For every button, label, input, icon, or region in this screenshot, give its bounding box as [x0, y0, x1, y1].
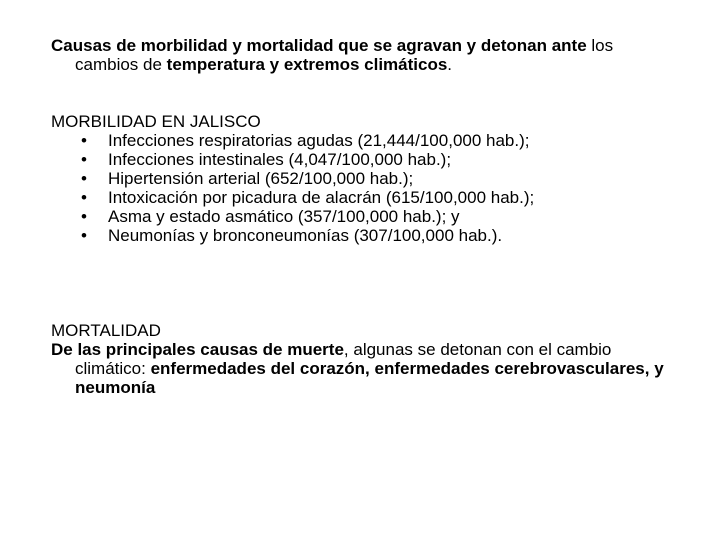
list-item-text: Neumonías y bronconeumonías (307/100,000 hab.). [108, 226, 503, 245]
intro-bold-emphasis: temperatura y extremos climáticos [166, 55, 448, 74]
list-item-text: Intoxicación por picadura de alacrán (615/100,000 hab.); [108, 188, 535, 207]
bullet-icon: • [81, 188, 87, 207]
list-item-text: Infecciones intestinales (4,047/100,000 hab.); [108, 150, 452, 169]
morbilidad-list [51, 131, 671, 245]
list-item-text: Hipertensión arterial (652/100,000 hab.); [108, 169, 414, 188]
list-item-text: Asma y estado asmático (357/100,000 hab.); y [108, 207, 460, 226]
mortalidad-text: , algunas se detonan con el cambio climático: [75, 340, 612, 378]
bullet-icon: • [81, 207, 87, 226]
list-item [51, 207, 671, 226]
mortalidad-paragraph [51, 340, 671, 397]
bullet-icon: • [81, 131, 87, 150]
morbilidad-heading: MORBILIDAD EN JALISCO [51, 112, 261, 131]
bullet-icon: • [81, 150, 87, 169]
bullet-icon: • [81, 226, 87, 245]
list-item [51, 131, 671, 150]
intro-period: . [447, 55, 453, 74]
intro-paragraph [51, 36, 671, 74]
intro-section [51, 36, 671, 74]
list-item [51, 169, 671, 188]
intro-bold-lead: Causas de morbilidad y mortalidad que se agravan y detonan ante [51, 36, 587, 55]
mortalidad-bold-causes: enfermedades del corazón, enfermedades cerebrovasculares, y neumonía [75, 359, 664, 397]
list-item-text: Infecciones respiratorias agudas (21,444/100,000 hab.); [108, 131, 530, 150]
bullet-icon: • [81, 169, 87, 188]
intro-text: los cambios de [75, 36, 614, 74]
morbilidad-section [51, 112, 671, 245]
list-item [51, 188, 671, 207]
list-item [51, 150, 671, 169]
mortalidad-heading: MORTALIDAD [51, 321, 161, 340]
list-item [51, 226, 671, 245]
mortalidad-bold-lead: De las principales causas de muerte [51, 340, 344, 359]
mortalidad-section [51, 321, 671, 397]
